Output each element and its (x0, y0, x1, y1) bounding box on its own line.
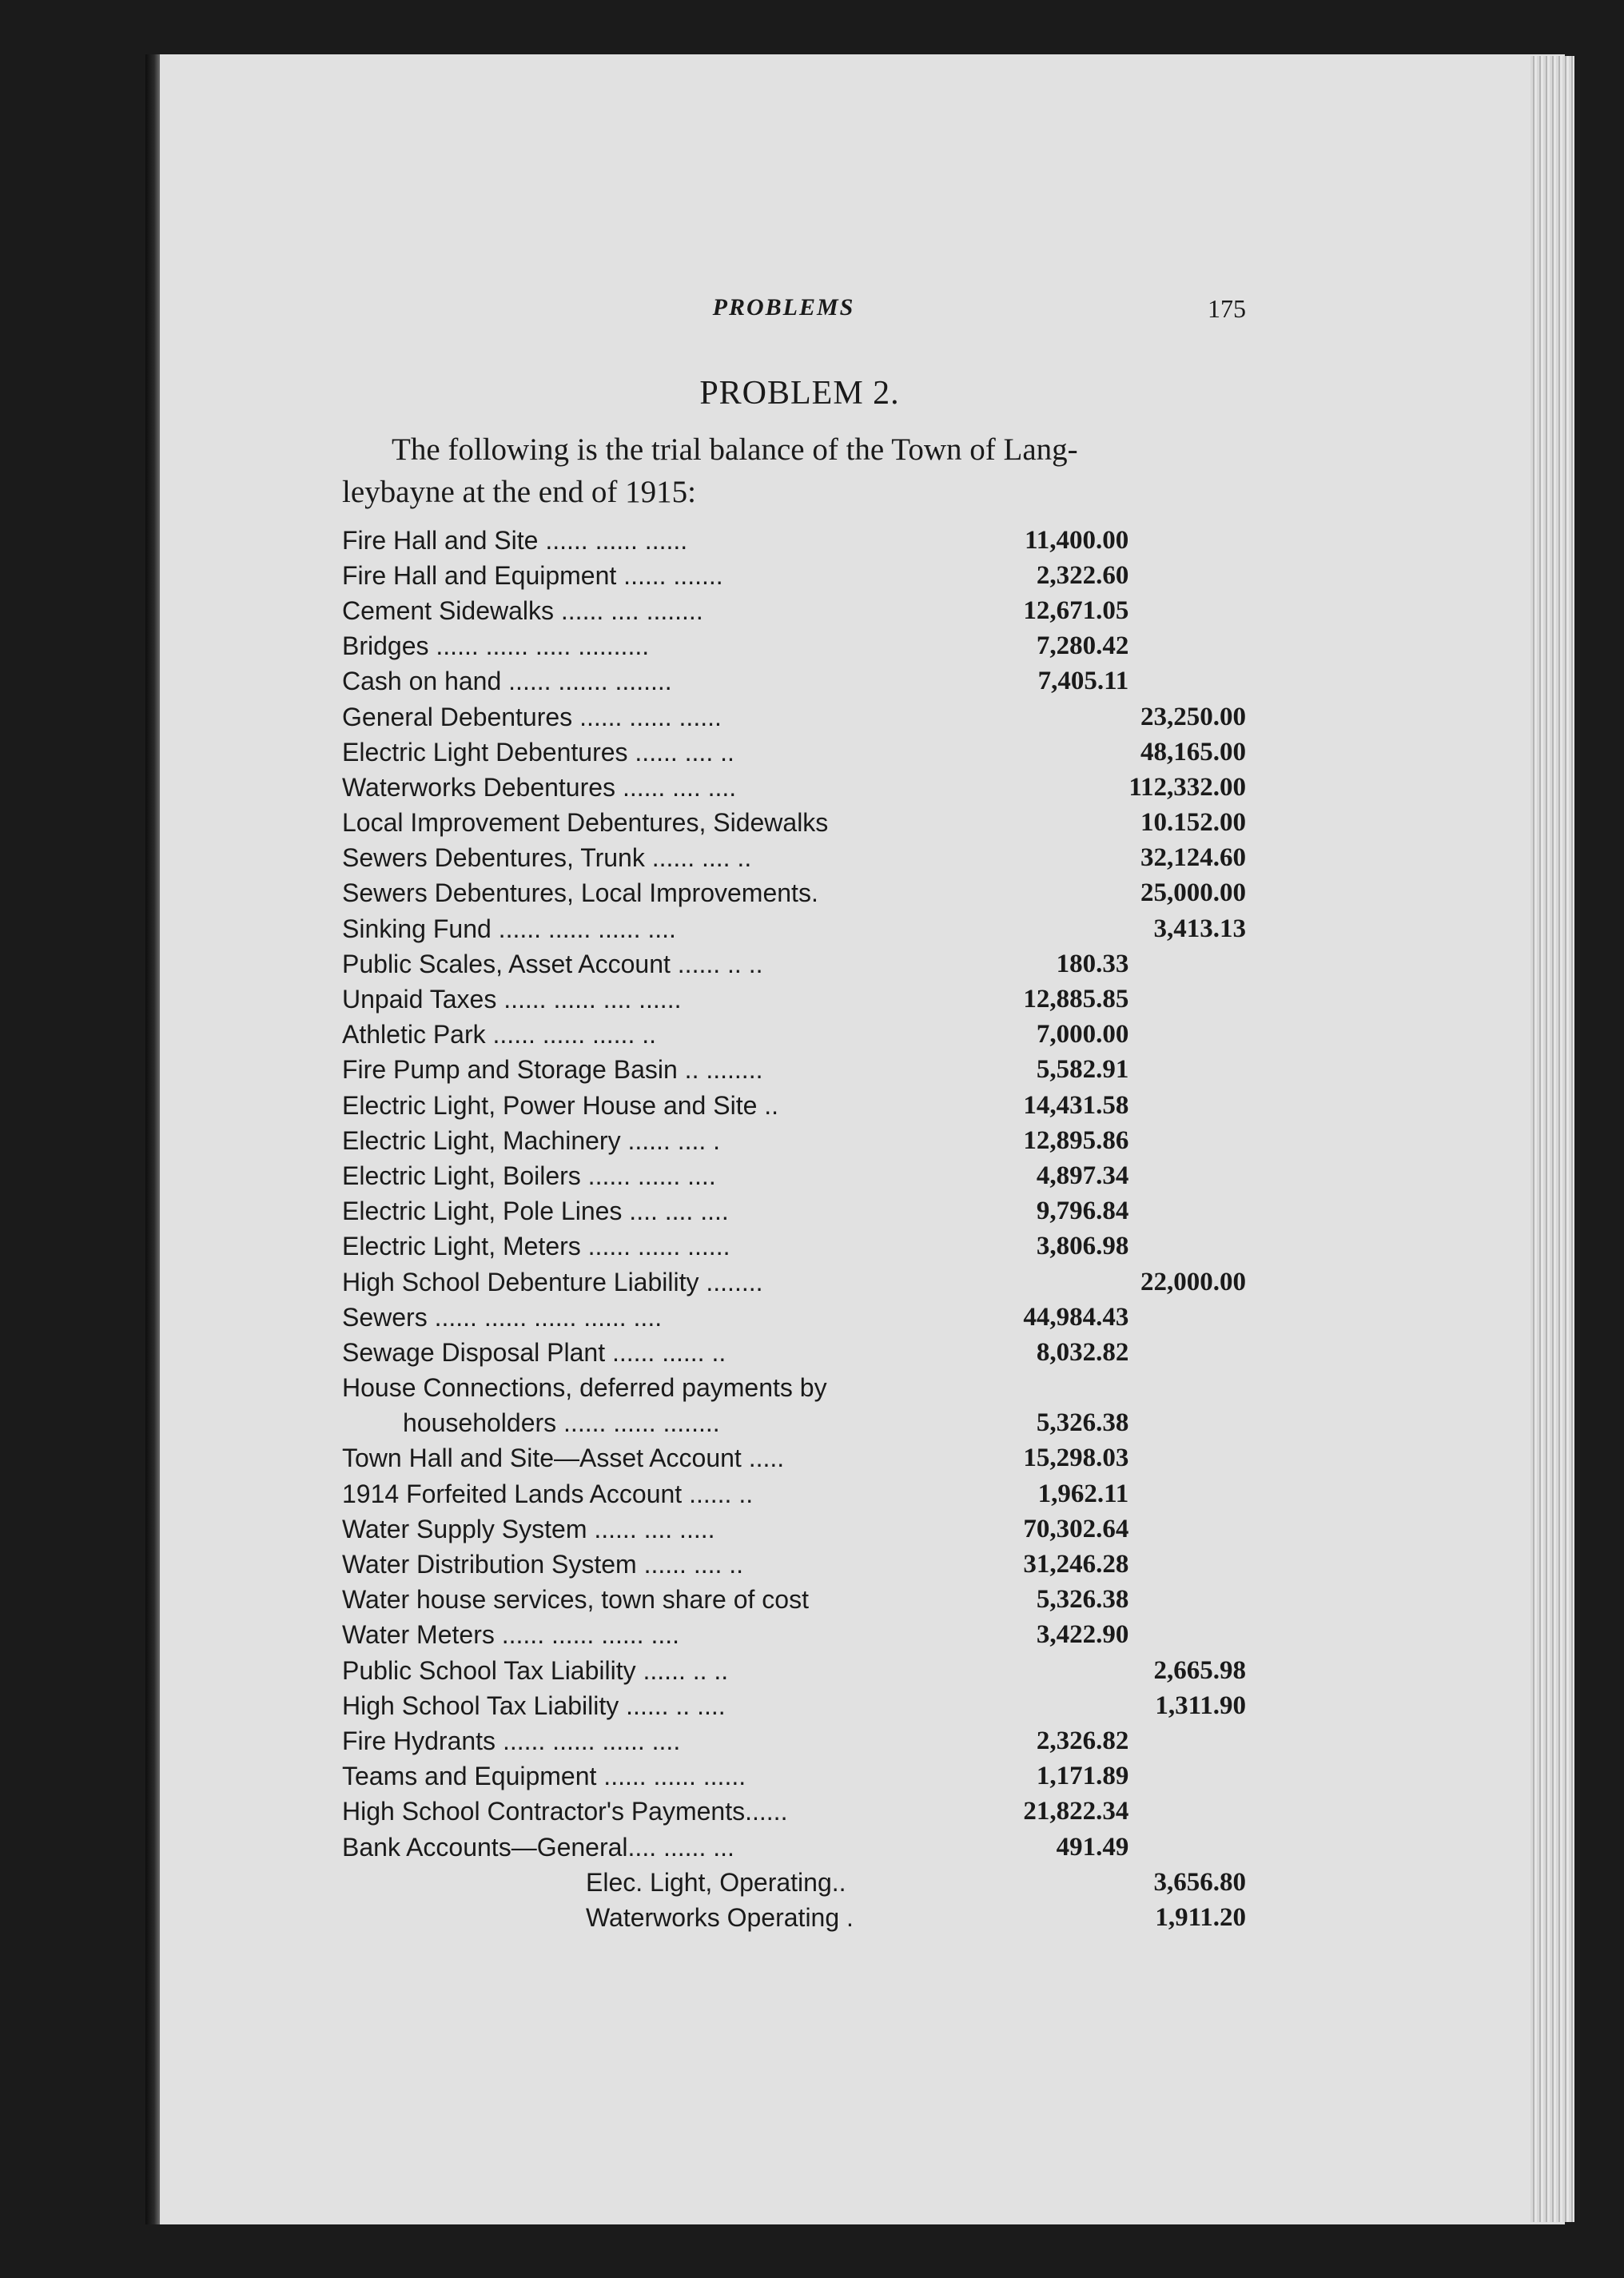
credit-amount: 3,656.80 (1153, 1867, 1246, 1897)
debit-amount: 7,000.00 (1036, 1020, 1129, 1049)
problem-title: PROBLEM 2. (699, 375, 900, 412)
account-name: House Connections, deferred payments by (342, 1373, 827, 1403)
table-row (342, 806, 1257, 841)
credit-amount: 10.152.00 (1140, 808, 1246, 838)
credit-amount (1128, 629, 1257, 664)
table-row (342, 1794, 1257, 1830)
table-row (342, 876, 1257, 911)
table-row (342, 1547, 1257, 1582)
credit-amount (1128, 1406, 1257, 1441)
credit-amount: 112,332.00 (1128, 772, 1246, 802)
debit-amount: 14,431.58 (1023, 1090, 1129, 1120)
account-name: Fire Hall and Site ...... ...... ...... (342, 525, 688, 555)
credit-amount: 25,000.00 (1140, 878, 1246, 908)
table-row (342, 982, 1257, 1017)
credit-amount (1128, 1229, 1257, 1264)
table-row (342, 770, 1257, 805)
table-row (342, 1618, 1257, 1653)
account-name: High School Contractor's Payments...... (342, 1797, 788, 1826)
debit-amount: 44,984.43 (1023, 1302, 1129, 1332)
debit-amount (999, 699, 1128, 735)
account-name: Bridges ...... ...... ..... .......... (342, 631, 650, 661)
debit-amount: 9,796.84 (1036, 1197, 1129, 1226)
credit-amount (1128, 1371, 1257, 1406)
credit-amount (1128, 593, 1257, 628)
account-name: Electric Light, Machinery ...... .... . (342, 1125, 721, 1155)
table-row (342, 1229, 1257, 1264)
account-name: Bank Accounts—General.... ...... ... (342, 1832, 734, 1862)
account-name: Local Improvement Debentures, Sidewalks (342, 808, 829, 838)
account-name: Water Distribution System ...... .... .. (342, 1550, 744, 1579)
credit-amount (1128, 1830, 1257, 1865)
intro-line-1: The following is the trial balance of the Town of Lang- (392, 432, 1078, 467)
account-name: Electric Light, Pole Lines .... .... .... (342, 1197, 729, 1226)
table-row (342, 1018, 1257, 1053)
table-row (342, 1688, 1257, 1723)
table-row (342, 1511, 1257, 1547)
account-name: Sewers ...... ...... ...... ...... .... (342, 1302, 663, 1332)
credit-amount (1128, 1123, 1257, 1158)
debit-amount: 31,246.28 (1023, 1550, 1129, 1579)
credit-amount (1128, 664, 1257, 699)
credit-amount (1128, 1335, 1257, 1370)
table-row (342, 593, 1257, 628)
credit-amount (1128, 523, 1257, 558)
debit-amount (999, 1653, 1128, 1688)
table-row (342, 1053, 1257, 1088)
debit-amount: 1,962.11 (1037, 1479, 1129, 1508)
credit-amount (1128, 558, 1257, 593)
credit-amount (1128, 1300, 1257, 1335)
debit-amount (999, 1865, 1128, 1900)
account-name: Teams and Equipment ...... ...... ...... (342, 1762, 746, 1791)
debit-amount: 11,400.00 (1025, 525, 1129, 555)
account-name: Cement Sidewalks ...... .... ........ (342, 595, 703, 625)
account-name: Sinking Fund ...... ...... ...... .... (342, 914, 676, 943)
credit-amount (1128, 1088, 1257, 1123)
account-name: Fire Pump and Storage Basin .. ........ (342, 1055, 763, 1085)
problem-intro (342, 428, 1257, 513)
debit-amount (999, 770, 1128, 805)
table-row (342, 1476, 1257, 1511)
table-row (342, 1900, 1257, 1935)
account-name: Waterworks Debentures ...... .... .... (342, 772, 737, 802)
account-name: Waterworks Operating . (586, 1902, 854, 1932)
account-name: Fire Hall and Equipment ...... ....... (342, 560, 723, 590)
account-name: Electric Light Debentures ...... .... .. (342, 737, 734, 767)
credit-amount (1128, 1583, 1257, 1618)
debit-amount (999, 1371, 1128, 1406)
credit-amount: 32,124.60 (1140, 843, 1246, 873)
table-row (342, 1123, 1257, 1158)
debit-amount (999, 841, 1128, 876)
account-name: Sewers Debentures, Trunk ...... .... .. (342, 843, 752, 873)
account-name: Electric Light, Boilers ...... ...... .... (342, 1161, 716, 1190)
debit-amount (999, 1688, 1128, 1723)
credit-amount: 1,311.90 (1155, 1691, 1246, 1720)
account-name: Public School Tax Liability ...... .. .. (342, 1655, 729, 1685)
table-row (342, 1830, 1257, 1865)
credit-amount (1128, 1476, 1257, 1511)
table-row (342, 1158, 1257, 1193)
account-name: High School Tax Liability ...... .. .... (342, 1691, 726, 1720)
credit-amount (1128, 1759, 1257, 1794)
debit-amount (999, 876, 1128, 911)
table-row (342, 1194, 1257, 1229)
account-name: Elec. Light, Operating.. (586, 1867, 846, 1897)
table-row (342, 1088, 1257, 1123)
credit-amount (1128, 1511, 1257, 1547)
table-row (342, 1371, 1257, 1406)
table-row (342, 911, 1257, 946)
debit-amount: 2,322.60 (1036, 560, 1129, 590)
credit-amount (1128, 1441, 1257, 1476)
debit-amount: 21,822.34 (1023, 1797, 1129, 1826)
account-name: Electric Light, Meters ...... ...... ...... (342, 1232, 730, 1261)
debit-amount (999, 1264, 1128, 1300)
debit-amount: 180.33 (1056, 949, 1129, 978)
debit-amount: 491.49 (1056, 1832, 1129, 1862)
page-edges (1530, 56, 1574, 2222)
debit-amount: 2,326.82 (1036, 1726, 1129, 1755)
book-spine-shadow (145, 54, 160, 2224)
table-row (342, 664, 1257, 699)
credit-amount (1128, 1794, 1257, 1830)
debit-amount: 7,405.11 (1037, 667, 1129, 696)
credit-amount: 2,665.98 (1153, 1655, 1246, 1685)
account-name: Sewers Debentures, Local Improvements. (342, 878, 818, 908)
account-name: householders ...... ...... ........ (403, 1408, 720, 1438)
debit-amount: 4,897.34 (1036, 1161, 1129, 1190)
credit-amount: 23,250.00 (1140, 702, 1246, 731)
table-row (342, 1583, 1257, 1618)
credit-amount (1128, 1053, 1257, 1088)
table-row (342, 699, 1257, 735)
page-number: 175 (1208, 294, 1246, 323)
debit-amount: 8,032.82 (1036, 1337, 1129, 1367)
table-row (342, 1300, 1257, 1335)
debit-amount: 12,895.86 (1023, 1125, 1129, 1155)
debit-amount: 3,806.98 (1036, 1232, 1129, 1261)
running-title: PROBLEMS (712, 294, 855, 321)
table-row (342, 1406, 1257, 1441)
debit-amount: 5,326.38 (1036, 1408, 1129, 1438)
table-row (342, 1723, 1257, 1758)
credit-amount (1128, 1158, 1257, 1193)
debit-amount: 70,302.64 (1023, 1514, 1129, 1543)
account-name: 1914 Forfeited Lands Account ...... .. (342, 1479, 754, 1508)
table-row (342, 1441, 1257, 1476)
credit-amount (1128, 1547, 1257, 1582)
debit-amount: 3,422.90 (1036, 1620, 1129, 1650)
account-name: Town Hall and Site—Asset Account ..... (342, 1444, 785, 1473)
trial-balance-body (342, 523, 1257, 1936)
credit-amount (1128, 1723, 1257, 1758)
account-name: High School Debenture Liability ........ (342, 1267, 763, 1296)
running-head (342, 288, 1257, 336)
account-name: Sewage Disposal Plant ...... ...... .. (342, 1337, 726, 1367)
intro-line-2: leybayne at the end of 1915: (342, 475, 696, 509)
debit-amount: 5,582.91 (1036, 1055, 1129, 1085)
account-name: Electric Light, Power House and Site .. (342, 1090, 779, 1120)
debit-amount: 7,280.42 (1036, 631, 1129, 661)
credit-amount: 22,000.00 (1140, 1267, 1246, 1296)
credit-amount (1128, 1018, 1257, 1053)
page-content (342, 288, 1257, 1936)
credit-amount: 1,911.20 (1155, 1902, 1246, 1932)
debit-amount: 12,885.85 (1023, 985, 1129, 1014)
table-row (342, 1759, 1257, 1794)
table-row (342, 1653, 1257, 1688)
table-row (342, 1264, 1257, 1300)
debit-amount: 1,171.89 (1036, 1762, 1129, 1791)
credit-amount: 48,165.00 (1140, 737, 1246, 767)
credit-amount (1128, 1194, 1257, 1229)
table-row (342, 735, 1257, 770)
table-row (342, 558, 1257, 593)
credit-amount: 3,413.13 (1153, 914, 1246, 943)
trial-balance-table (342, 523, 1257, 1936)
debit-amount: 15,298.03 (1023, 1444, 1129, 1473)
table-row (342, 1865, 1257, 1900)
account-name: Unpaid Taxes ...... ...... .... ...... (342, 985, 682, 1014)
account-name: Water house services, town share of cost (342, 1585, 809, 1615)
table-row (342, 946, 1257, 982)
debit-amount (999, 806, 1128, 841)
debit-amount: 5,326.38 (1036, 1585, 1129, 1615)
table-row (342, 841, 1257, 876)
account-name: General Debentures ...... ...... ...... (342, 702, 722, 731)
account-name: Water Meters ...... ...... ...... .... (342, 1620, 679, 1650)
debit-amount (999, 1900, 1128, 1935)
account-name: Fire Hydrants ...... ...... ...... .... (342, 1726, 681, 1755)
credit-amount (1128, 982, 1257, 1017)
debit-amount: 12,671.05 (1023, 595, 1129, 625)
table-row (342, 629, 1257, 664)
credit-amount (1128, 946, 1257, 982)
debit-amount (999, 735, 1128, 770)
account-name: Athletic Park ...... ...... ...... .. (342, 1020, 656, 1049)
table-row (342, 523, 1257, 558)
debit-amount (999, 911, 1128, 946)
account-name: Cash on hand ...... ....... ........ (342, 667, 672, 696)
table-row (342, 1335, 1257, 1370)
account-name: Public Scales, Asset Account ...... .. .. (342, 949, 763, 978)
account-name: Water Supply System ...... .... ..... (342, 1514, 715, 1543)
credit-amount (1128, 1618, 1257, 1653)
